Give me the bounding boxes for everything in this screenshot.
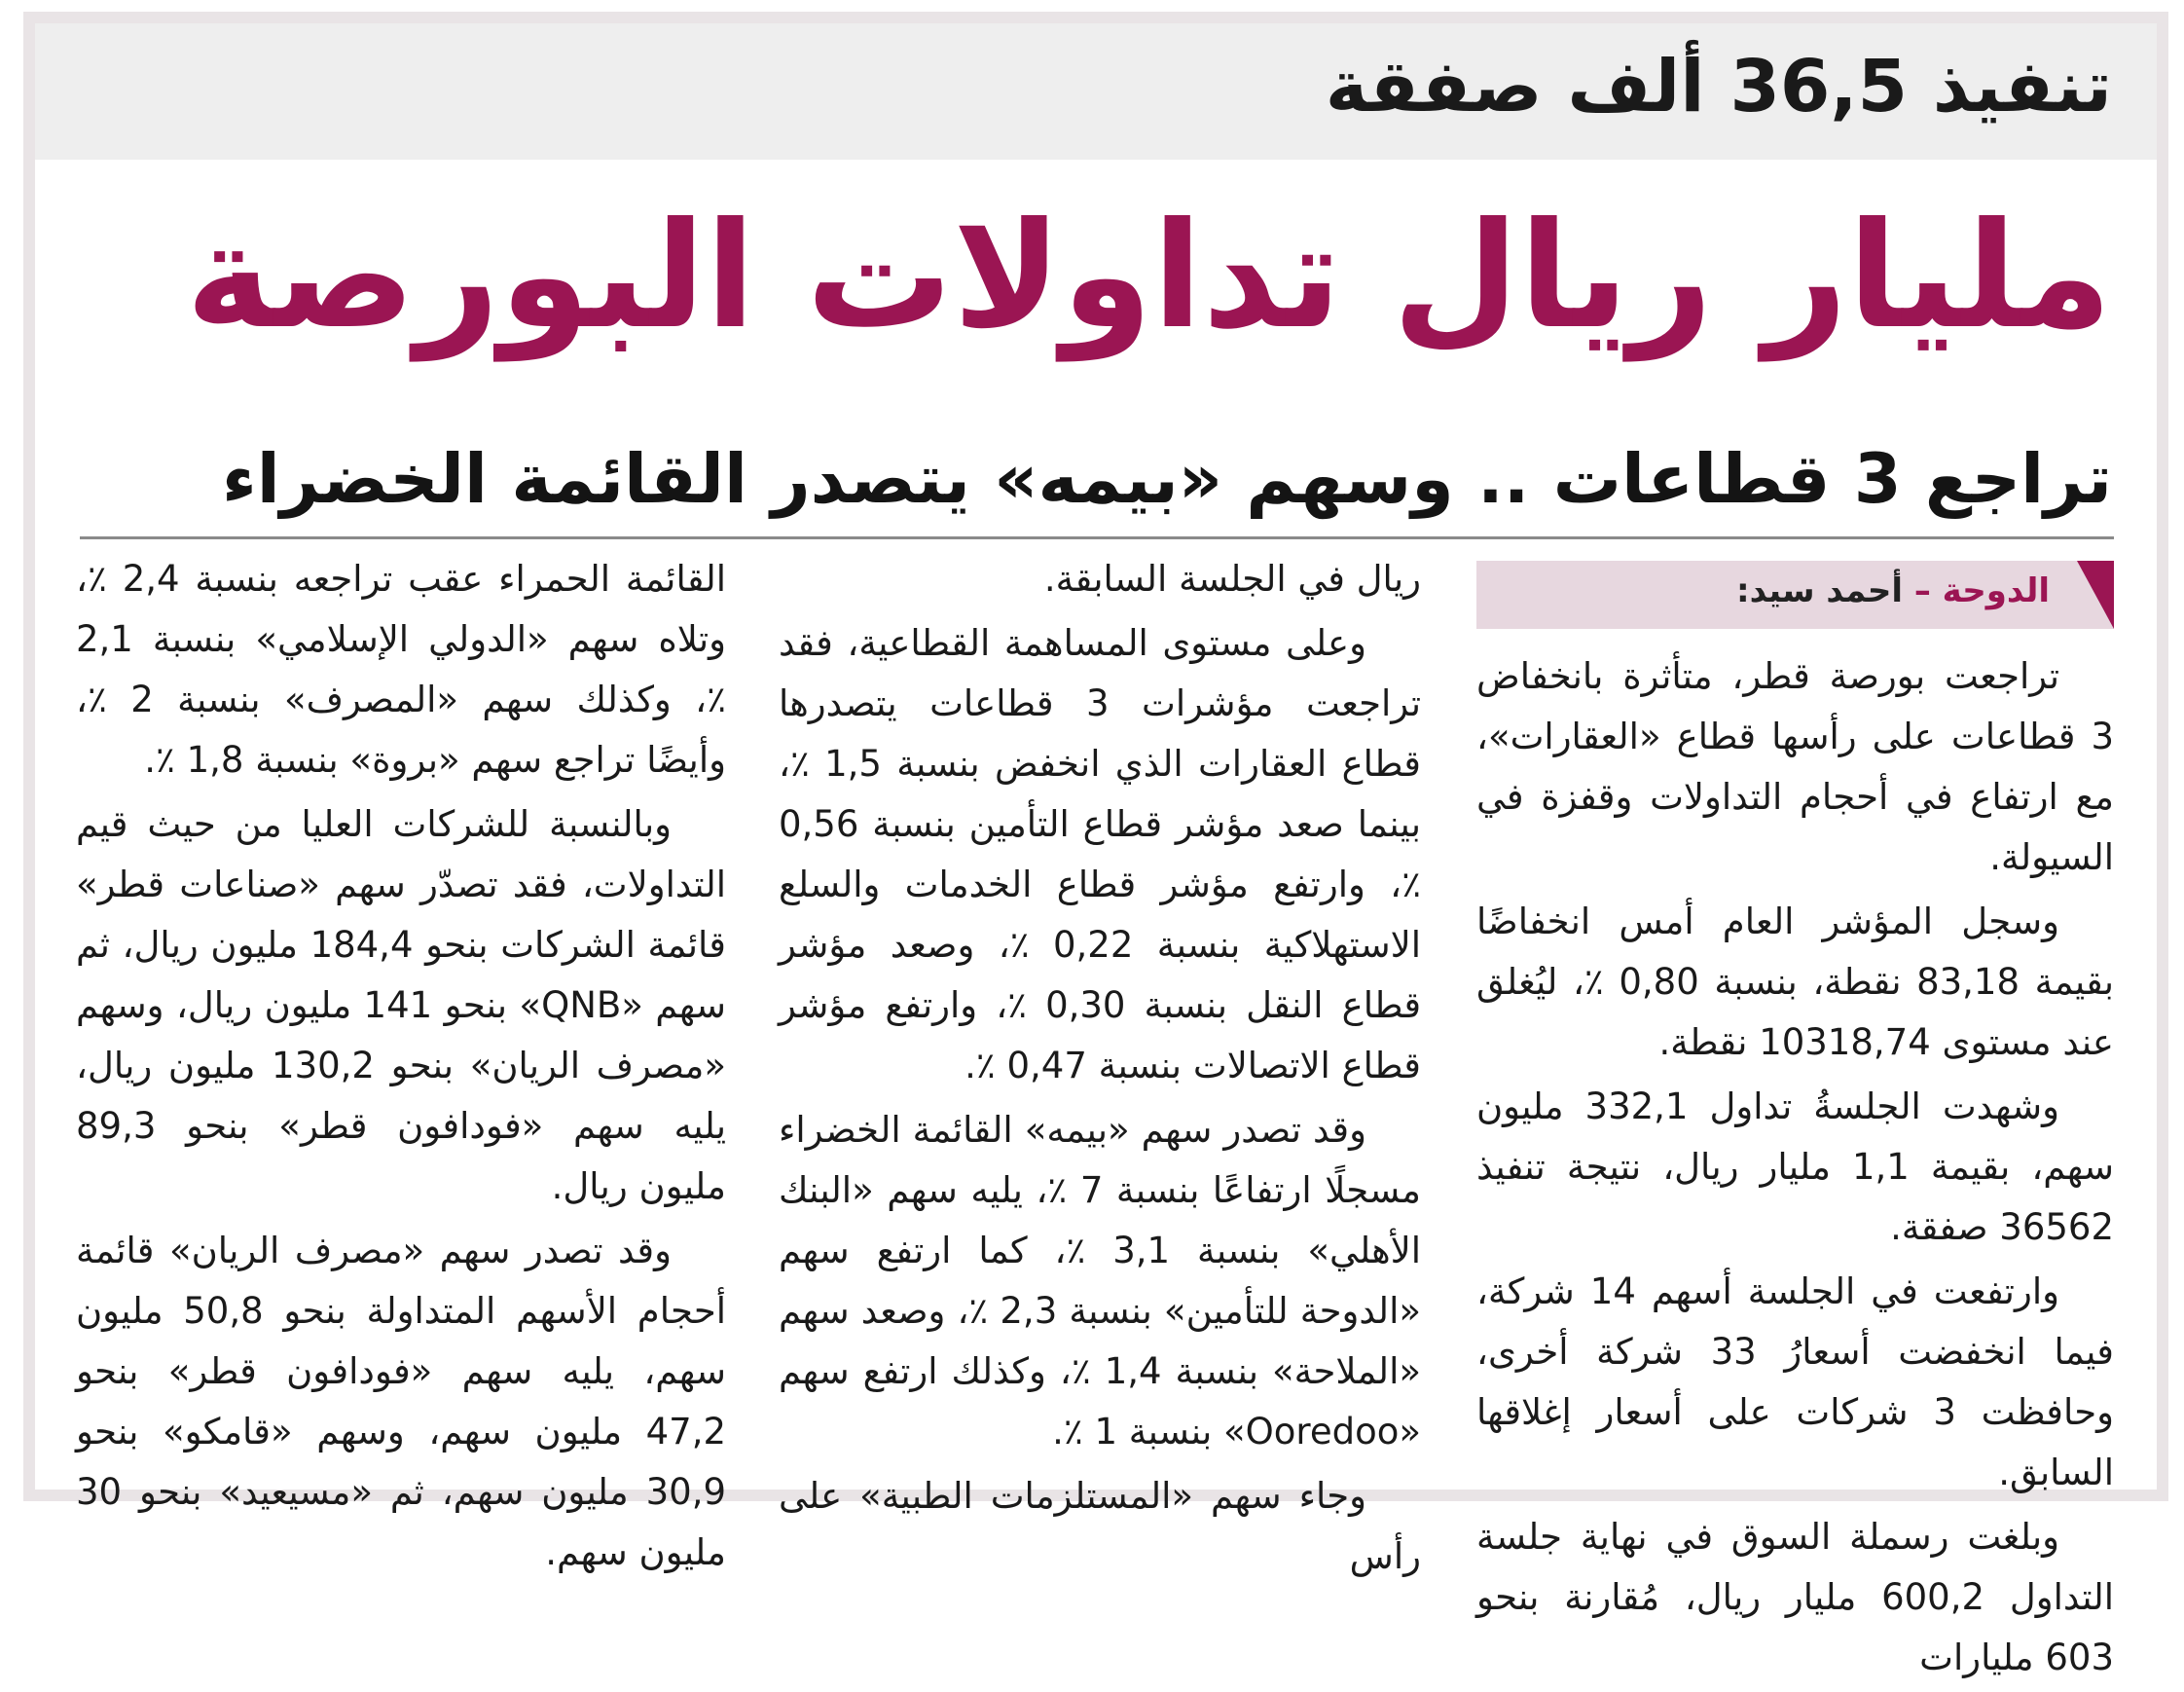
article-frame (23, 12, 2168, 1678)
paragraph: وبالنسبة للشركات العليا من حيث قيم التداولات، فقد تصدّر سهم «صناعات قطر» قائمة الشركات بنحو 184,4 مليون ريال، ثم سهم «QNB» بنحو 141 مليون ريال، وسهم «مصرف الريان» بنحو 130,2 مليون ريال، يليه سهم «فودافون قطر» بنحو 89,3 مليون ريال. (76, 803, 726, 1207)
paragraph: تراجعت بورصة قطر، متأثرة بانخفاض 3 قطاعات على رأسها قطاع «العقارات»، مع ارتفاع في أحجام التداولات وقفزة في السيولة. (1476, 655, 2114, 878)
byline (1736, 571, 2050, 610)
column-left (76, 549, 726, 1587)
paragraph: وجاء سهم «المستلزمات الطبية» على رأس (779, 1475, 1421, 1577)
kicker-title: تنفيذ 36,5 ألف صفقة (1325, 45, 2112, 129)
paragraph: ريال في الجلسة السابقة. (1043, 558, 1421, 600)
column-middle (779, 549, 1421, 1591)
paragraph: القائمة الحمراء عقب تراجعه بنسبة 2,4 ٪، وتلاه سهم «الدولي الإسلامي» بنسبة 2,1 ٪، وكذلك سهم «المصرف» بنسبة 2 ٪، وأيضًا تراجع سهم «بروة» بنسبة 1,8 ٪. (76, 558, 726, 781)
paragraph: وشهدت الجلسةُ تداول 332,1 مليون سهم، بقيمة 1,1 مليار ريال، نتيجة تنفيذ 36562 صفقة. (1476, 1085, 2114, 1248)
headline: مليار ريال تداولات البورصة (185, 192, 2112, 361)
kicker-band (35, 23, 2157, 160)
paragraph: وعلى مستوى المساهمة القطاعية، فقد تراجعت مؤشرات 3 قطاعات يتصدرها قطاع العقارات الذي انخفض بنسبة 1,5 ٪، بينما صعد مؤشر قطاع التأمين بنسبة 0,56 ٪، وارتفع مؤشر قطاع الخدمات والسلع الاستهلاكية بنسبة 0,22 ٪، وصعد مؤشر قطاع النقل بنسبة 0,30 ٪، وارتفع مؤشر قطاع الاتصالات بنسبة 0,47 ٪. (779, 622, 1421, 1086)
byline-author: أحمد سيد: (1736, 571, 1903, 610)
subheadline: تراجع 3 قطاعات .. وسهم «بيمه» يتصدر القائمة الخضراء (221, 439, 2112, 519)
paragraph: وارتفعت في الجلسة أسهم 14 شركة، فيما انخفضت أسعارُ 33 شركة أخرى، وحافظت 3 شركات على أسعار إغلاقها السابق. (1476, 1270, 2114, 1493)
paragraph: وبلغت رسملة السوق في نهاية جلسة التداول 600,2 مليار ريال، مُقارنة بنحو 603 مليارات (1476, 1516, 2114, 1678)
column-right (1476, 646, 2114, 1692)
byline-triangle-icon (2077, 561, 2114, 629)
divider-rule (80, 536, 2114, 539)
paragraph: وقد تصدر سهم «بيمه» القائمة الخضراء مسجلًا ارتفاعًا بنسبة 7 ٪، يليه سهم «البنك الأهلي» بنسبة 3,1 ٪، كما ارتفع سهم «الدوحة للتأمين» بنسبة 2,3 ٪، وصعد سهم «الملاحة» بنسبة 1,4 ٪، وكذلك ارتفع سهم «Ooredoo» بنسبة 1 ٪. (779, 1109, 1421, 1453)
byline-place: الدوحة – (1903, 571, 2050, 610)
paragraph: وسجل المؤشر العام أمس انخفاضًا بقيمة 83,18 نقطة، بنسبة 0,80 ٪، ليُغلق عند مستوى 10318,74 نقطة. (1476, 901, 2115, 1063)
paragraph: وقد تصدر سهم «مصرف الريان» قائمة أحجام الأسهم المتداولة بنحو 50,8 مليون سهم، يليه سهم «فودافون قطر» بنحو 47,2 مليون سهم، وسهم «قامكو» بنحو 30,9 مليون سهم، ثم «مسيعيد» بنحو 30 مليون سهم. (76, 1230, 726, 1573)
byline-band (1476, 561, 2114, 629)
